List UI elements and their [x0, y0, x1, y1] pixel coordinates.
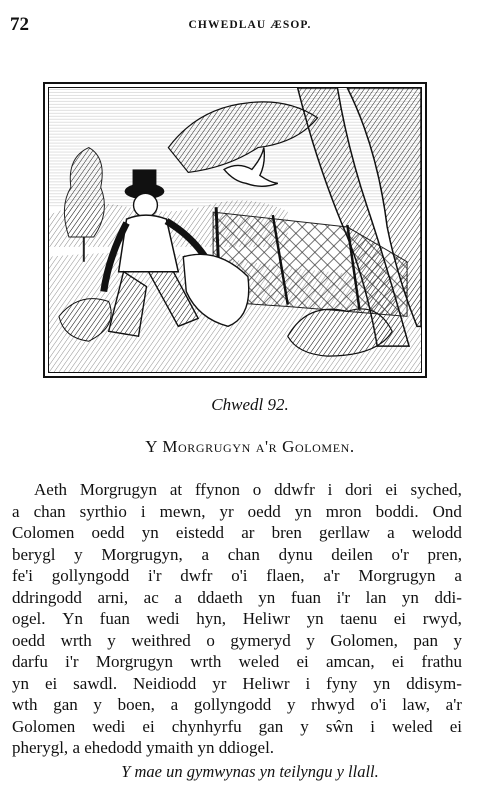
word: i'r [65, 652, 79, 671]
word: ehedodd [84, 738, 147, 757]
text-line [12, 565, 462, 587]
word: o'i [370, 695, 387, 714]
fable-body [12, 479, 462, 759]
word: y [74, 544, 83, 564]
word: mron [325, 501, 362, 521]
fable-title: Y Morgrugyn a'r Golomen. [145, 437, 355, 456]
word: yr [219, 501, 234, 521]
word: ddiogel. [218, 738, 275, 757]
word: Yn [62, 609, 83, 628]
word: y [93, 695, 102, 714]
word: i [305, 673, 311, 693]
word: rwyd, [422, 609, 462, 628]
word: chan [33, 501, 66, 521]
word: mewn, [159, 501, 206, 521]
word: berygl [12, 544, 56, 564]
word: sawdl. [73, 673, 118, 693]
word: o [252, 480, 262, 499]
word: gymeryd [230, 630, 291, 650]
word: Aeth [34, 480, 68, 499]
word: ddi- [434, 587, 462, 607]
word: yn [373, 673, 391, 693]
word: pan [413, 630, 438, 650]
word: Neidiodd [133, 673, 197, 693]
word: syched, [410, 480, 462, 499]
word: darfu [12, 652, 48, 671]
word: y [306, 630, 315, 650]
word: wedi [146, 609, 180, 628]
word: arni, [97, 587, 129, 607]
word: at [169, 480, 183, 499]
word: y [286, 695, 296, 714]
word: taenu [340, 609, 378, 628]
word: ddringodd [12, 587, 82, 607]
word: fuan [290, 587, 322, 607]
word: yn [294, 501, 312, 521]
word: chan [227, 544, 260, 564]
word: o [206, 630, 215, 650]
word: ddwfr [274, 480, 315, 499]
word: ogel. [12, 609, 46, 628]
word: fuan [99, 609, 130, 628]
word: a'r [323, 566, 340, 585]
text-line [12, 651, 462, 673]
word: ei [385, 480, 398, 499]
fable-moral: Y mae un gymwynas yn teilyngu y llall. [121, 762, 379, 781]
word: weled [392, 716, 433, 736]
word: Morgrugyn, [101, 544, 183, 564]
word: yr [212, 673, 227, 693]
word: ei [44, 673, 58, 693]
text-line [12, 694, 462, 716]
word: oedd [247, 501, 281, 521]
word: ei [449, 716, 462, 736]
word: wth [12, 695, 38, 714]
word: lan [365, 587, 387, 607]
text-line [12, 630, 462, 652]
word: a'r [445, 695, 462, 714]
word: sŵn [325, 716, 354, 736]
word: amcan, [326, 652, 375, 671]
word: frathu [421, 652, 462, 671]
word: a [454, 566, 462, 585]
word: gan [53, 695, 78, 714]
word: dori [345, 480, 373, 499]
word: ei [393, 609, 407, 628]
word: fe'i [12, 566, 33, 585]
word: Heliwr [242, 609, 290, 628]
word: a [201, 544, 210, 564]
word: Morgrugyn [79, 480, 158, 499]
woodcut-illustration [43, 82, 427, 378]
page-number: 72 [10, 14, 29, 35]
text-line [12, 522, 462, 544]
word: Golomen [12, 716, 76, 736]
word: wrth [60, 630, 92, 650]
word: i [327, 480, 333, 499]
word: yn [306, 609, 324, 628]
text-line [12, 673, 462, 695]
word: ddaeth [197, 587, 243, 607]
word: a [12, 501, 20, 521]
word: Golomen, [330, 630, 398, 650]
word: ddisym- [406, 673, 462, 693]
word: a [174, 587, 182, 607]
word: i [140, 501, 146, 521]
word: wrth [190, 652, 222, 671]
word: Ond [432, 501, 462, 521]
word: Morgrugyn [358, 566, 436, 585]
word: boen, [117, 695, 155, 714]
word: oedd [91, 523, 125, 542]
word: ac [143, 587, 159, 607]
word: o'r [391, 544, 409, 564]
word: weithred [131, 630, 191, 650]
word: weled [238, 652, 280, 671]
word: hyn, [196, 609, 227, 628]
word: Morgrugyn [95, 652, 173, 671]
word: oedd [12, 630, 46, 650]
word: ei [296, 652, 309, 671]
word: a [387, 523, 395, 542]
word: a [72, 738, 85, 757]
word: Heliwr [242, 673, 290, 693]
hunter-and-dove-engraving [49, 88, 421, 372]
word: yn [197, 738, 219, 757]
word: dwfr [180, 566, 213, 585]
word: chynhyrfu [171, 716, 242, 736]
word: y [300, 716, 309, 736]
word: fyny [326, 673, 358, 693]
word: o'i [231, 566, 248, 585]
word: gerllaw [319, 523, 370, 542]
text-line [12, 737, 462, 759]
word: yn [401, 587, 419, 607]
text-line [12, 479, 462, 501]
word: a [170, 695, 179, 714]
word: flaen, [266, 566, 305, 585]
word: bren [271, 523, 302, 542]
text-line [12, 608, 462, 630]
running-title: CHWEDLAU ÆSOP. [188, 19, 312, 31]
word: yn [258, 587, 276, 607]
word: deilen [331, 544, 373, 564]
word: pren, [427, 544, 462, 564]
text-line [12, 587, 462, 609]
word: ei [391, 652, 405, 671]
word: wedi [92, 716, 126, 736]
word: ffynon [194, 480, 240, 499]
word: ar [241, 523, 255, 542]
word: boddi. [375, 501, 419, 521]
word: gollyngodd [193, 695, 272, 714]
text-line [12, 716, 462, 738]
fable-number: Chwedl 92. [211, 395, 289, 414]
word: rhwyd [311, 695, 355, 714]
word: yn [141, 523, 159, 542]
word: i'r [336, 587, 351, 607]
text-line [12, 501, 462, 523]
word: law, [402, 695, 430, 714]
word: yn [12, 673, 29, 693]
word: gollyngodd [51, 566, 130, 585]
word: i'r [148, 566, 162, 585]
word: dynu [278, 544, 313, 564]
word: Colomen [12, 523, 75, 542]
word: y [453, 630, 462, 650]
text-line [12, 544, 462, 566]
word: pherygl, [12, 738, 73, 757]
word: ei [142, 716, 155, 736]
word: i [370, 716, 375, 736]
word: y [107, 630, 116, 650]
word: welodd [411, 523, 462, 542]
word: ymaith [146, 738, 198, 757]
word: syrthio [79, 501, 127, 521]
word: eistedd [175, 523, 225, 542]
word: gan [258, 716, 284, 736]
